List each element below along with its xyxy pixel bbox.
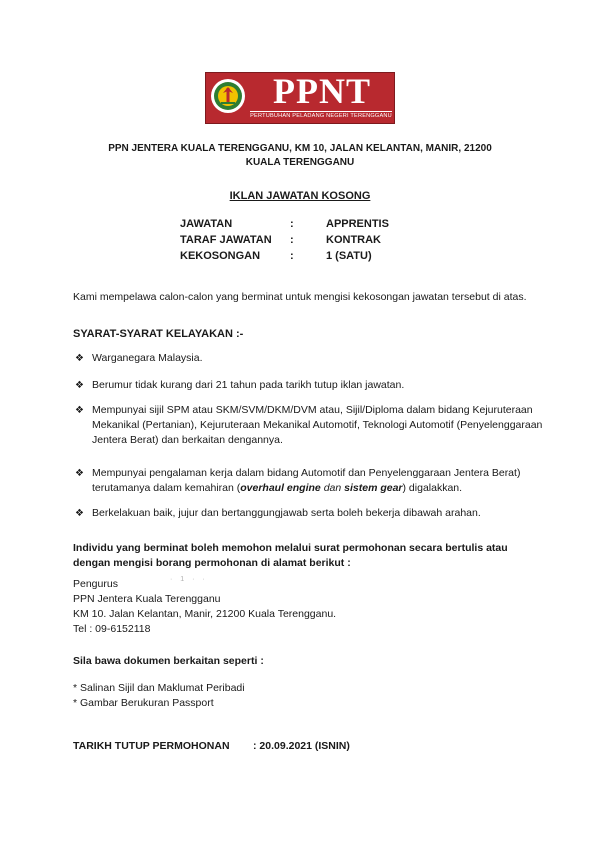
ppnt-logo xyxy=(205,72,395,124)
job-info-row xyxy=(180,250,460,266)
contact-line: Pengurus xyxy=(73,578,118,590)
requirement-text xyxy=(92,466,545,496)
requirement-item xyxy=(75,506,545,521)
job-info-colon: : xyxy=(290,234,294,246)
requirement-text-part: ) digalakkan. xyxy=(402,482,463,494)
logo-brand-text: PPNT xyxy=(273,71,371,111)
job-info-label: TARAF JAWATAN xyxy=(180,234,272,246)
requirement-emphasis: overhaul engine xyxy=(240,482,321,494)
job-info-label: JAWATAN xyxy=(180,218,233,230)
faint-stamp-mark: · 1 · · xyxy=(170,576,208,583)
job-info-value: KONTRAK xyxy=(326,234,381,246)
job-info-label: KEKOSONGAN xyxy=(180,250,261,262)
job-info-table xyxy=(180,218,460,266)
address-line-1: PPN JENTERA KUALA TERENGGANU, KM 10, JALAN KELANTAN, MANIR, 21200 xyxy=(108,143,492,154)
closing-date-value: : 20.09.2021 (ISNIN) xyxy=(253,740,350,752)
documents-heading: Sila bawa dokumen berkaitan seperti : xyxy=(73,655,264,667)
intro-paragraph: Kami mempelawa calon-calon yang berminat untuk mengisi kekosongan jawatan tersebut di atas. xyxy=(73,291,527,303)
job-info-colon: : xyxy=(290,250,294,262)
requirement-text: Warganegara Malaysia. xyxy=(92,352,203,364)
diamond-bullet-icon: ❖ xyxy=(75,380,84,391)
requirement-text: Mempunyai sijil SPM atau SKM/SVM/DKM/DVM atau, Sijil/Diploma dalam bidang Kejuruteraan Mekanikal (Pertanian), Kejuruteraan Mekanikal Automotif, Teknologi Automotif (Penyelenggaraan Jentera Berat) dan berkaitan dengannya. xyxy=(92,404,543,446)
job-info-value: APPRENTIS xyxy=(326,218,389,230)
contact-line: KM 10. Jalan Kelantan, Manir, 21200 Kuala Terengganu. xyxy=(73,608,337,620)
contact-phone: Tel : 09-6152118 xyxy=(73,623,151,635)
requirement-item xyxy=(75,378,545,393)
apply-instruction: Individu yang berminat boleh memohon melalui surat permohonan secara bertulis atau dengan mengisi borang permohonan di alamat berikut : xyxy=(73,542,508,569)
job-info-row xyxy=(180,234,460,250)
requirement-text-part: Mempunyai pengalaman kerja dalam bidang Automotif dan Penyelenggaraan Jentera Berat) terutamanya dalam kemahiran ( xyxy=(92,467,521,494)
job-info-value: 1 (SATU) xyxy=(326,250,372,262)
requirement-text-part: dan xyxy=(320,482,345,494)
job-info-row xyxy=(180,218,460,234)
peladang-emblem-icon xyxy=(210,76,246,116)
requirement-item xyxy=(75,403,545,448)
logo-subtitle: PERTUBUHAN PELADANG NEGERI TERENGGANU xyxy=(250,113,392,119)
diamond-bullet-icon: ❖ xyxy=(75,468,84,479)
diamond-bullet-icon: ❖ xyxy=(75,508,84,519)
page-title: IKLAN JAWATAN KOSONG xyxy=(229,190,371,202)
document-item: * Salinan Sijil dan Maklumat Peribadi xyxy=(73,682,245,694)
job-info-colon: : xyxy=(290,218,294,230)
address-line-2: KUALA TERENGGANU xyxy=(245,157,355,168)
diamond-bullet-icon: ❖ xyxy=(75,405,84,416)
requirement-item xyxy=(75,351,545,366)
contact-line: PPN Jentera Kuala Terengganu xyxy=(73,593,221,605)
requirement-emphasis: sistem gear xyxy=(344,482,403,494)
closing-date xyxy=(73,740,473,752)
requirements-heading: SYARAT-SYARAT KELAYAKAN :- xyxy=(73,328,244,340)
requirement-text: Berkelakuan baik, jujur dan bertanggungjawab serta boleh bekerja dibawah arahan. xyxy=(92,507,481,519)
document-item: * Gambar Berukuran Passport xyxy=(73,697,214,709)
closing-date-label: TARIKH TUTUP PERMOHONAN xyxy=(73,740,230,752)
requirement-item xyxy=(75,466,545,496)
diamond-bullet-icon: ❖ xyxy=(75,353,84,364)
requirement-text: Berumur tidak kurang dari 21 tahun pada tarikh tutup iklan jawatan. xyxy=(92,379,405,391)
